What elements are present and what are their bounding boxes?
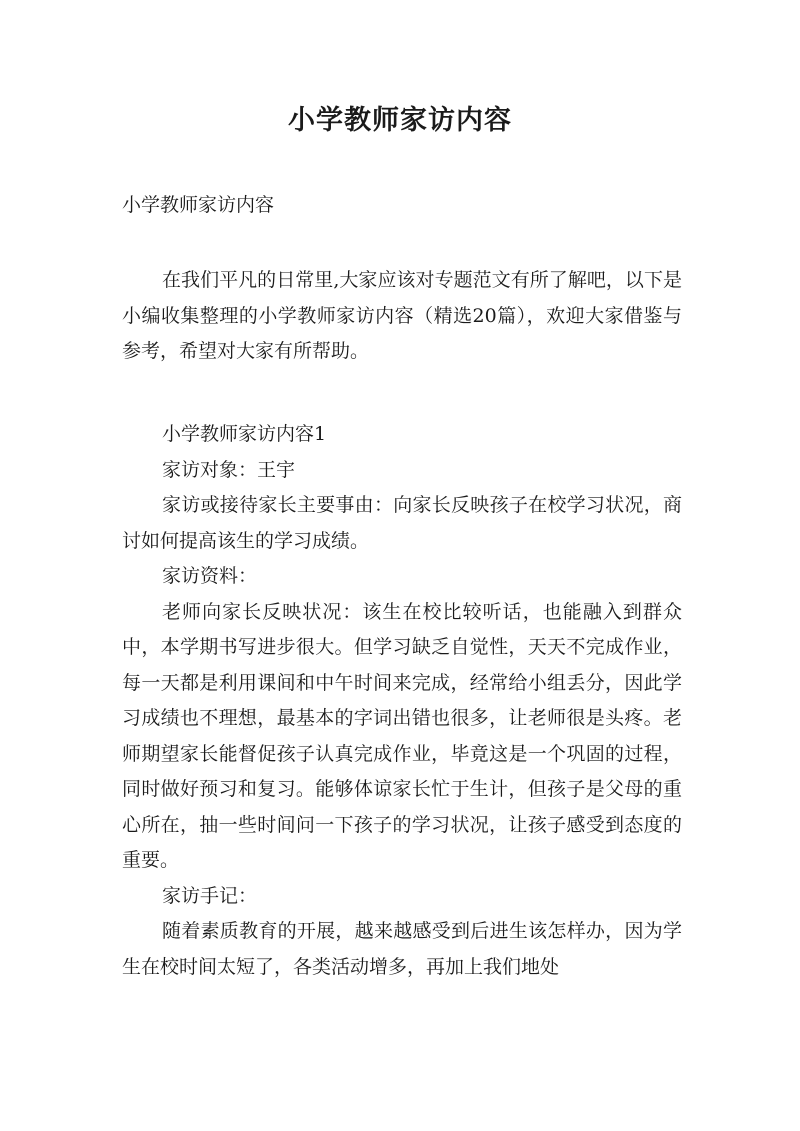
intro-paragraph: 在我们平凡的日常里,大家应该对专题范文有所了解吧，以下是小编收集整理的小学教师家访内容（精选20篇），欢迎大家借鉴与参考，希望对大家有所帮助。 [122, 269, 682, 362]
notes-label: 家访手记： [162, 884, 258, 907]
visit-target: 家访对象：王宇 [162, 458, 296, 481]
document-subtitle: 小学教师家访内容 [122, 194, 275, 216]
notes-text: 随着素质教育的开展，越来越感受到后进生该怎样办，因为学生在校时间太短了，各类活动增多，再加上我们地处 [122, 920, 682, 978]
visit-reason: 家访或接待家长主要事由：向家长反映孩子在校学习状况，商讨如何提高该生的学习成绩。 [122, 494, 682, 552]
materials-label: 家访资料： [162, 565, 258, 587]
section-1 [122, 417, 682, 985]
section-heading: 小学教师家访内容1 [162, 423, 327, 445]
page-title: 小学教师家访内容 [288, 105, 512, 136]
teacher-report: 老师向家长反映状况：该生在校比较听话，也能融入到群众中，本学期书写进步很大。但学习缺乏自觉性，天天不完成作业，每一天都是利用课间和中午时间来完成，经常给小组丢分，因此学习成绩也不理想，最基本的字词出错也很多，让老师很是头疼。老师期望家长能督促孩子认真完成作业，毕竟这是一个巩固的过程，同时做好预习和复习。能够体谅家长忙于生计，但孩子是父母的重心所在，抽一些时间问一下孩子的学习状况，让孩子感受到态度的重要。 [122, 600, 682, 871]
